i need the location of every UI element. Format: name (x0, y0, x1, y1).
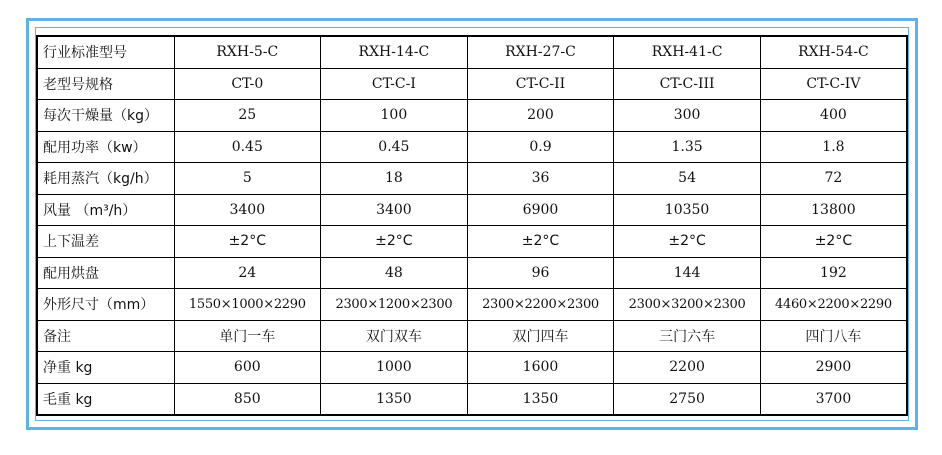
cell: 三门六车 (614, 320, 761, 352)
cell: 25 (174, 100, 321, 132)
row-label: 行业标准型号 (37, 36, 174, 68)
cell: 72 (760, 163, 907, 195)
cell: 1350 (467, 383, 614, 415)
cell: 192 (760, 257, 907, 289)
cell: CT-0 (174, 68, 321, 100)
cell: RXH-27-C (467, 36, 614, 68)
cell: CT-C-III (614, 68, 761, 100)
cell: 1.35 (614, 131, 761, 163)
cell: ±2°C (467, 226, 614, 258)
row-label: 配用烘盘 (37, 257, 174, 289)
cell: RXH-5-C (174, 36, 321, 68)
cell: 双门双车 (321, 320, 468, 352)
cell: 850 (174, 383, 321, 415)
cell: 2200 (614, 352, 761, 384)
cell: CT-C-II (467, 68, 614, 100)
row-label: 毛重 kg (37, 383, 174, 415)
row-label: 备注 (37, 320, 174, 352)
spec-table (36, 35, 908, 416)
row-label: 老型号规格 (37, 68, 174, 100)
cell: 13800 (760, 194, 907, 226)
table-row-model (37, 36, 907, 68)
cell: 1550×1000×2290 (174, 289, 321, 321)
cell: 18 (321, 163, 468, 195)
table-row-gross-weight (37, 383, 907, 415)
cell: 200 (467, 100, 614, 132)
row-label: 上下温差 (37, 226, 174, 258)
cell: 4460×2200×2290 (760, 289, 907, 321)
row-label: 外形尺寸（mm） (37, 289, 174, 321)
row-label: 配用功率（kw） (37, 131, 174, 163)
cell: 54 (614, 163, 761, 195)
cell: ±2°C (760, 226, 907, 258)
cell: 48 (321, 257, 468, 289)
table-row-net-weight (37, 352, 907, 384)
cell: 1000 (321, 352, 468, 384)
cell: 36 (467, 163, 614, 195)
cell: 1600 (467, 352, 614, 384)
cell: 24 (174, 257, 321, 289)
cell: 10350 (614, 194, 761, 226)
cell: ±2°C (321, 226, 468, 258)
cell: 0.45 (321, 131, 468, 163)
table-row-temp-diff (37, 226, 907, 258)
cell: 1350 (321, 383, 468, 415)
cell: 400 (760, 100, 907, 132)
cell: ±2°C (174, 226, 321, 258)
cell: 3700 (760, 383, 907, 415)
cell: 0.45 (174, 131, 321, 163)
row-label: 每次干燥量（kg） (37, 100, 174, 132)
cell: RXH-54-C (760, 36, 907, 68)
cell: RXH-14-C (321, 36, 468, 68)
cell: 单门一车 (174, 320, 321, 352)
cell: 2300×2200×2300 (467, 289, 614, 321)
table-row-dimensions (37, 289, 907, 321)
table-row-steam (37, 163, 907, 195)
table-row-airflow (37, 194, 907, 226)
table-row-remarks (37, 320, 907, 352)
cell: 1.8 (760, 131, 907, 163)
cell: 144 (614, 257, 761, 289)
cell: CT-C-I (321, 68, 468, 100)
cell: 2750 (614, 383, 761, 415)
cell: 2300×1200×2300 (321, 289, 468, 321)
cell: 3400 (174, 194, 321, 226)
cell: 6900 (467, 194, 614, 226)
cell: 2300×3200×2300 (614, 289, 761, 321)
table-row-dry-capacity (37, 100, 907, 132)
row-label: 耗用蒸汽（kg/h） (37, 163, 174, 195)
row-label: 净重 kg (37, 352, 174, 384)
cell: CT-C-IV (760, 68, 907, 100)
table-row-old-model (37, 68, 907, 100)
table-row-power (37, 131, 907, 163)
cell: 3400 (321, 194, 468, 226)
table-row-trays (37, 257, 907, 289)
cell: 双门四车 (467, 320, 614, 352)
cell: 0.9 (467, 131, 614, 163)
row-label: 风量 （m³/h） (37, 194, 174, 226)
cell: 600 (174, 352, 321, 384)
cell: ±2°C (614, 226, 761, 258)
cell: 300 (614, 100, 761, 132)
cell: 四门八车 (760, 320, 907, 352)
cell: 96 (467, 257, 614, 289)
cell: 2900 (760, 352, 907, 384)
cell: 100 (321, 100, 468, 132)
cell: RXH-41-C (614, 36, 761, 68)
cell: 5 (174, 163, 321, 195)
